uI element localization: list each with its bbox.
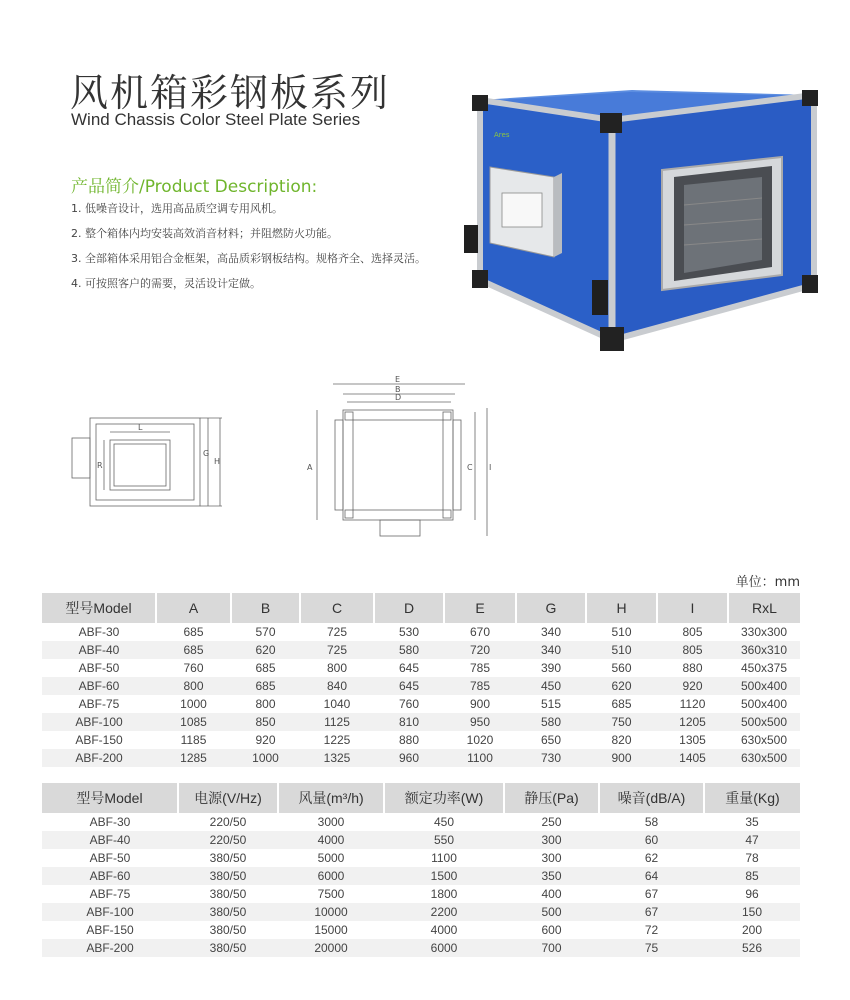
- table-cell: 330x300: [740, 625, 788, 639]
- table-cell: 350: [504, 867, 599, 885]
- table-row: [42, 749, 800, 767]
- model-cell: ABF-60: [42, 677, 156, 695]
- dimension-table: [42, 593, 800, 767]
- model-cell: ABF-200: [42, 749, 156, 767]
- dim-label-a: A: [307, 463, 313, 472]
- table-cell: 1040: [323, 697, 351, 711]
- table-cell: 1000: [231, 749, 300, 767]
- table-cell: 900: [586, 749, 657, 767]
- table-cell: 58: [644, 815, 659, 829]
- table-cell: 78: [745, 851, 759, 865]
- model-cell: ABF-100: [42, 903, 178, 921]
- table-cell: 750: [586, 713, 657, 731]
- description-item: 4. 可按照客户的需要，灵活设计定做。: [71, 277, 261, 290]
- table-row: [42, 641, 800, 659]
- table-cell: 1800: [430, 887, 458, 901]
- table-cell: 730: [516, 749, 586, 767]
- column-header: I: [657, 593, 728, 623]
- column-header: G: [516, 593, 586, 623]
- dim-label-i: I: [489, 463, 492, 472]
- table-cell: 85: [704, 867, 800, 885]
- description-item: 3. 全部箱体采用铝合金框架，高品质彩钢板结构。规格齐全、选择灵活。: [71, 252, 426, 265]
- table-cell: 685: [156, 641, 231, 659]
- table-cell: 390: [540, 661, 562, 675]
- brand-label: Ares: [494, 131, 510, 139]
- table-cell: 820: [611, 733, 632, 747]
- table-row: [42, 849, 800, 867]
- table-cell: 35: [745, 815, 759, 829]
- table-cell: 800: [326, 661, 348, 675]
- table-cell: 785: [444, 677, 516, 695]
- table-cell: 380/50: [209, 851, 247, 865]
- table-cell: 96: [745, 887, 759, 901]
- column-header: C: [300, 593, 374, 623]
- dim-label-l: L: [138, 423, 143, 432]
- table-cell: 515: [540, 697, 562, 711]
- model-cell: ABF-75: [78, 697, 120, 711]
- table-cell: 1325: [300, 749, 374, 767]
- table-cell: 700: [504, 939, 599, 957]
- table-cell: 800: [156, 677, 231, 695]
- table-cell: 1120: [679, 697, 706, 711]
- table-cell: 75: [599, 939, 704, 957]
- table-row: [42, 713, 800, 731]
- table-cell: 960: [374, 749, 444, 767]
- column-header: 重量(Kg): [704, 783, 800, 813]
- table-cell: 670: [469, 625, 491, 639]
- table-cell: 725: [300, 641, 374, 659]
- column-header: 静压(Pa): [504, 783, 599, 813]
- table-cell: 60: [599, 831, 704, 849]
- table-cell: 850: [231, 713, 300, 731]
- dim-label-b: B: [395, 385, 401, 394]
- table-cell: 760: [183, 661, 204, 675]
- table-row: [42, 939, 800, 957]
- column-header: B: [231, 593, 300, 623]
- table-cell: 620: [231, 641, 300, 659]
- table-cell: 630x500: [740, 733, 788, 747]
- page-subtitle: Wind Chassis Color Steel Plate Series: [71, 110, 361, 129]
- model-cell: ABF-50: [89, 851, 131, 865]
- dim-label-r: R: [97, 461, 103, 470]
- table-row: [42, 903, 800, 921]
- table-cell: 3000: [317, 815, 345, 829]
- table-row: [42, 677, 800, 695]
- table-cell: 685: [611, 697, 632, 711]
- table-cell: 620: [586, 677, 657, 695]
- table-cell: 785: [469, 661, 491, 675]
- table-cell: 1085: [156, 713, 231, 731]
- table-cell: 760: [398, 697, 420, 711]
- column-header: E: [444, 593, 516, 623]
- column-header: D: [374, 593, 444, 623]
- table-cell: 67: [644, 887, 659, 901]
- table-cell: 900: [469, 697, 491, 711]
- table-cell: 1125: [300, 713, 374, 731]
- table-row: [42, 623, 800, 641]
- table-cell: 500x400: [728, 677, 800, 695]
- table-cell: 800: [255, 697, 276, 711]
- table-cell: 4000: [278, 831, 384, 849]
- page-title: 风机箱彩钢板系列: [70, 71, 391, 115]
- column-header: 型号Model: [42, 783, 178, 813]
- table-cell: 1225: [323, 733, 351, 747]
- table-cell: 500: [504, 903, 599, 921]
- model-cell: ABF-100: [42, 713, 156, 731]
- dim-label-e: E: [395, 375, 401, 384]
- table-cell: 645: [374, 677, 444, 695]
- table-cell: 685: [183, 625, 204, 639]
- table-cell: 1405: [657, 749, 728, 767]
- table-cell: 340: [540, 625, 562, 639]
- table-cell: 500x400: [740, 697, 788, 711]
- dim-label-g: G: [203, 449, 210, 458]
- table-cell: 1000: [180, 697, 207, 711]
- table-cell: 7500: [317, 887, 345, 901]
- table-cell: 510: [611, 625, 632, 639]
- unit-label: 单位：mm: [735, 575, 800, 590]
- table-cell: 4000: [430, 923, 458, 937]
- table-cell: 526: [704, 939, 800, 957]
- table-cell: 600: [541, 923, 562, 937]
- column-header: 额定功率(W): [384, 783, 504, 813]
- table-cell: 150: [704, 903, 800, 921]
- table-cell: 72: [644, 923, 659, 937]
- column-header: H: [586, 593, 657, 623]
- model-cell: ABF-40: [42, 641, 156, 659]
- column-header: 型号Model: [42, 593, 156, 623]
- table-cell: 6000: [278, 867, 384, 885]
- table-row: [42, 867, 800, 885]
- model-cell: ABF-75: [89, 887, 131, 901]
- table-cell: 810: [374, 713, 444, 731]
- table-cell: 550: [384, 831, 504, 849]
- table-cell: 250: [541, 815, 562, 829]
- table-cell: 685: [231, 677, 300, 695]
- table-cell: 360x310: [728, 641, 800, 659]
- table-cell: 650: [540, 733, 562, 747]
- table-cell: 20000: [278, 939, 384, 957]
- table-row: [42, 921, 800, 939]
- model-cell: ABF-30: [89, 815, 131, 829]
- table-row: [42, 659, 800, 677]
- fan-box-image: [462, 85, 827, 360]
- table-cell: 450: [433, 815, 455, 829]
- table-cell: 1500: [384, 867, 504, 885]
- table-cell: 500x500: [728, 713, 800, 731]
- table-cell: 1285: [156, 749, 231, 767]
- table-cell: 5000: [317, 851, 345, 865]
- table-cell: 1305: [679, 733, 706, 747]
- table-cell: 340: [516, 641, 586, 659]
- table-cell: 450: [516, 677, 586, 695]
- table-cell: 580: [516, 713, 586, 731]
- table-cell: 400: [541, 887, 562, 901]
- description-item: 1. 低噪音设计，选用高品质空调专用风机。: [71, 202, 283, 215]
- table-cell: 580: [374, 641, 444, 659]
- description-item: 2. 整个箱体内均安装高效消音材料；并阻燃防火功能。: [71, 227, 338, 240]
- table-cell: 380/50: [209, 887, 247, 901]
- table-cell: 720: [444, 641, 516, 659]
- table-row: [42, 731, 800, 749]
- table-cell: 10000: [278, 903, 384, 921]
- table-cell: 570: [255, 625, 276, 639]
- table-cell: 220/50: [178, 831, 278, 849]
- description-list: [71, 200, 426, 300]
- table-cell: 530: [398, 625, 420, 639]
- table-cell: 450x375: [740, 661, 788, 675]
- table-cell: 300: [541, 851, 562, 865]
- table-cell: 200: [741, 923, 763, 937]
- table-cell: 6000: [384, 939, 504, 957]
- table-row: [42, 831, 800, 849]
- table-cell: 840: [300, 677, 374, 695]
- table-cell: 62: [644, 851, 659, 865]
- table-cell: 880: [398, 733, 420, 747]
- table-cell: 220/50: [209, 815, 247, 829]
- column-header: 噪音(dB/A): [599, 783, 704, 813]
- table-cell: 645: [398, 661, 420, 675]
- table-cell: 630x500: [728, 749, 800, 767]
- table-cell: 1100: [431, 851, 457, 865]
- model-cell: ABF-150: [75, 733, 123, 747]
- model-cell: ABF-200: [42, 939, 178, 957]
- table-cell: 725: [326, 625, 348, 639]
- table-row: [42, 813, 800, 831]
- side-view-drawing: [68, 410, 228, 510]
- table-cell: 1020: [466, 733, 494, 747]
- table-cell: 805: [657, 641, 728, 659]
- model-cell: ABF-60: [42, 867, 178, 885]
- performance-table: [42, 783, 800, 957]
- table-row: [42, 695, 800, 713]
- table-cell: 560: [611, 661, 632, 675]
- table-cell: 380/50: [178, 939, 278, 957]
- table-cell: 67: [599, 903, 704, 921]
- table-cell: 950: [444, 713, 516, 731]
- table-cell: 2200: [384, 903, 504, 921]
- dim-label-h: H: [214, 457, 221, 466]
- table-cell: 1100: [444, 749, 516, 767]
- table-row: [42, 885, 800, 903]
- table-cell: 1205: [657, 713, 728, 731]
- model-cell: ABF-40: [42, 831, 178, 849]
- table-cell: 380/50: [209, 923, 247, 937]
- table-cell: 510: [586, 641, 657, 659]
- column-header: RxL: [728, 593, 800, 623]
- dim-label-d: D: [395, 393, 402, 402]
- description-heading: 产品简介/Product Description:: [71, 177, 318, 197]
- table-cell: 920: [657, 677, 728, 695]
- table-cell: 380/50: [178, 903, 278, 921]
- front-view-drawing: [305, 372, 495, 540]
- table-cell: 920: [255, 733, 276, 747]
- model-cell: ABF-30: [78, 625, 120, 639]
- table-cell: 64: [599, 867, 704, 885]
- dim-label-c: C: [467, 463, 473, 472]
- table-cell: 685: [255, 661, 276, 675]
- table-cell: 805: [682, 625, 703, 639]
- column-header: A: [156, 593, 231, 623]
- table-cell: 880: [682, 661, 703, 675]
- table-cell: 1185: [180, 733, 207, 747]
- model-cell: ABF-50: [78, 661, 120, 675]
- model-cell: ABF-150: [86, 923, 134, 937]
- table-cell: 300: [504, 831, 599, 849]
- table-cell: 47: [704, 831, 800, 849]
- table-cell: 380/50: [178, 867, 278, 885]
- column-header: 风量(m³/h): [278, 783, 384, 813]
- column-header: 电源(V/Hz): [178, 783, 278, 813]
- table-cell: 15000: [314, 923, 348, 937]
